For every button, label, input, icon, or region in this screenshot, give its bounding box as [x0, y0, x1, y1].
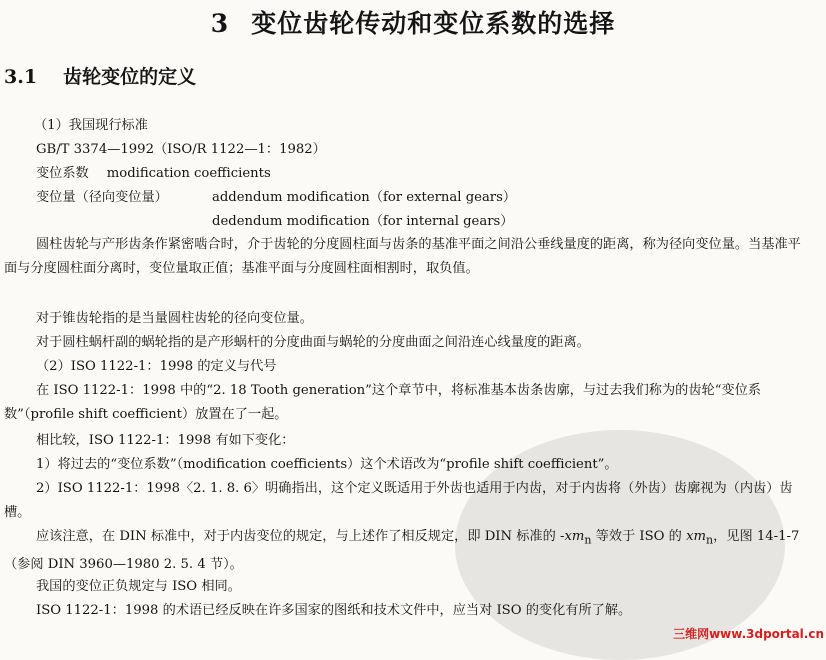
- paragraph-5: 相比较，ISO 1122-1：1998 有如下变化：: [36, 433, 295, 448]
- subscript-n: n: [584, 533, 592, 547]
- site-logo: 三维网www.3dportal.cn: [673, 627, 824, 641]
- item2-heading: （2）ISO 1122-1：1998 的定义与代号: [36, 359, 277, 374]
- item1-heading: （1）我国现行标准: [34, 118, 148, 133]
- paragraph-8-before: 应该注意，在 DIN 标准中，对于内齿变位的规定，与上述作了相反规定，即 DIN 标准的 -: [36, 529, 565, 544]
- symbol-xm: xm: [686, 529, 707, 544]
- chapter-title-text: 变位齿轮传动和变位系数的选择: [251, 9, 616, 38]
- paragraph-8: [4, 525, 812, 577]
- paragraph-8-mid: 等效于 ISO 的: [591, 529, 687, 544]
- paragraph-9: 我国的变位正负规定与 ISO 相同。: [36, 579, 241, 594]
- term1-english: modification coefficients: [106, 166, 271, 181]
- paragraph-1: 圆柱齿轮与产形齿条作紧密啮合时，介于齿轮的分度圆柱面与齿条的基准平面之间沿公垂线量度的距离，称为径向变位量。当基准平面与分度圆柱面分离时，变位量取正值；基准平面与分度圆柱面相割时，取负值。: [4, 237, 801, 276]
- section-title: [4, 62, 196, 89]
- term2-english-a: addendum modification（for external gears）: [212, 190, 517, 205]
- subscript-n: n: [706, 533, 714, 547]
- term2-chinese: 变位量（径向变位量）: [36, 190, 168, 205]
- paragraph-2: 对于锥齿轮指的是当量圆柱齿轮的径向变位量。: [36, 311, 313, 326]
- paragraph-3: 对于圆柱蜗杆副的蜗轮指的是产形蜗杆的分度曲面与蜗轮的分度曲面之间沿连心线量度的距离。: [36, 335, 590, 350]
- paragraph-4: 在 ISO 1122-1：1998 中的“2. 18 Tooth generation”这个章节中，将标准基本齿条齿廓，与过去我们称为的齿轮“变位系数”（profile shift coefficient）放置在了一起。: [4, 383, 762, 422]
- paragraph-10: ISO 1122-1：1998 的术语已经反映在许多国家的图纸和技术文件中，应当对 ISO 的变化有所了解。: [36, 603, 632, 618]
- term2-english-b: dedendum modification（for internal gears）: [212, 214, 514, 229]
- paragraph-6: 1）将过去的“变位系数”（modification coefficients）这个术语改为“profile shift coefficient”。: [36, 457, 618, 472]
- chapter-number: 3: [210, 9, 230, 38]
- section-title-text: 齿轮变位的定义: [63, 66, 197, 88]
- symbol-xm: xm: [564, 529, 585, 544]
- paragraph-7: 2）ISO 1122-1：1998〈2. 1. 8. 6〉明确指出，这个定义既适用于外齿也适用于内齿，对于内齿将（外齿）齿廓视为（内齿）齿槽。: [4, 481, 793, 520]
- term1-row: [36, 165, 271, 183]
- standard-reference: GB/T 3374—1992（ISO/R 1122—1：1982）: [36, 142, 326, 157]
- term1-chinese: 变位系数: [36, 166, 89, 181]
- section-number: 3.1: [4, 66, 38, 88]
- chapter-title: [0, 4, 826, 40]
- paragraph-8-after: ，见图 14-1-7（参阅 DIN 3960—1980 2. 5. 4 节）。: [4, 529, 800, 572]
